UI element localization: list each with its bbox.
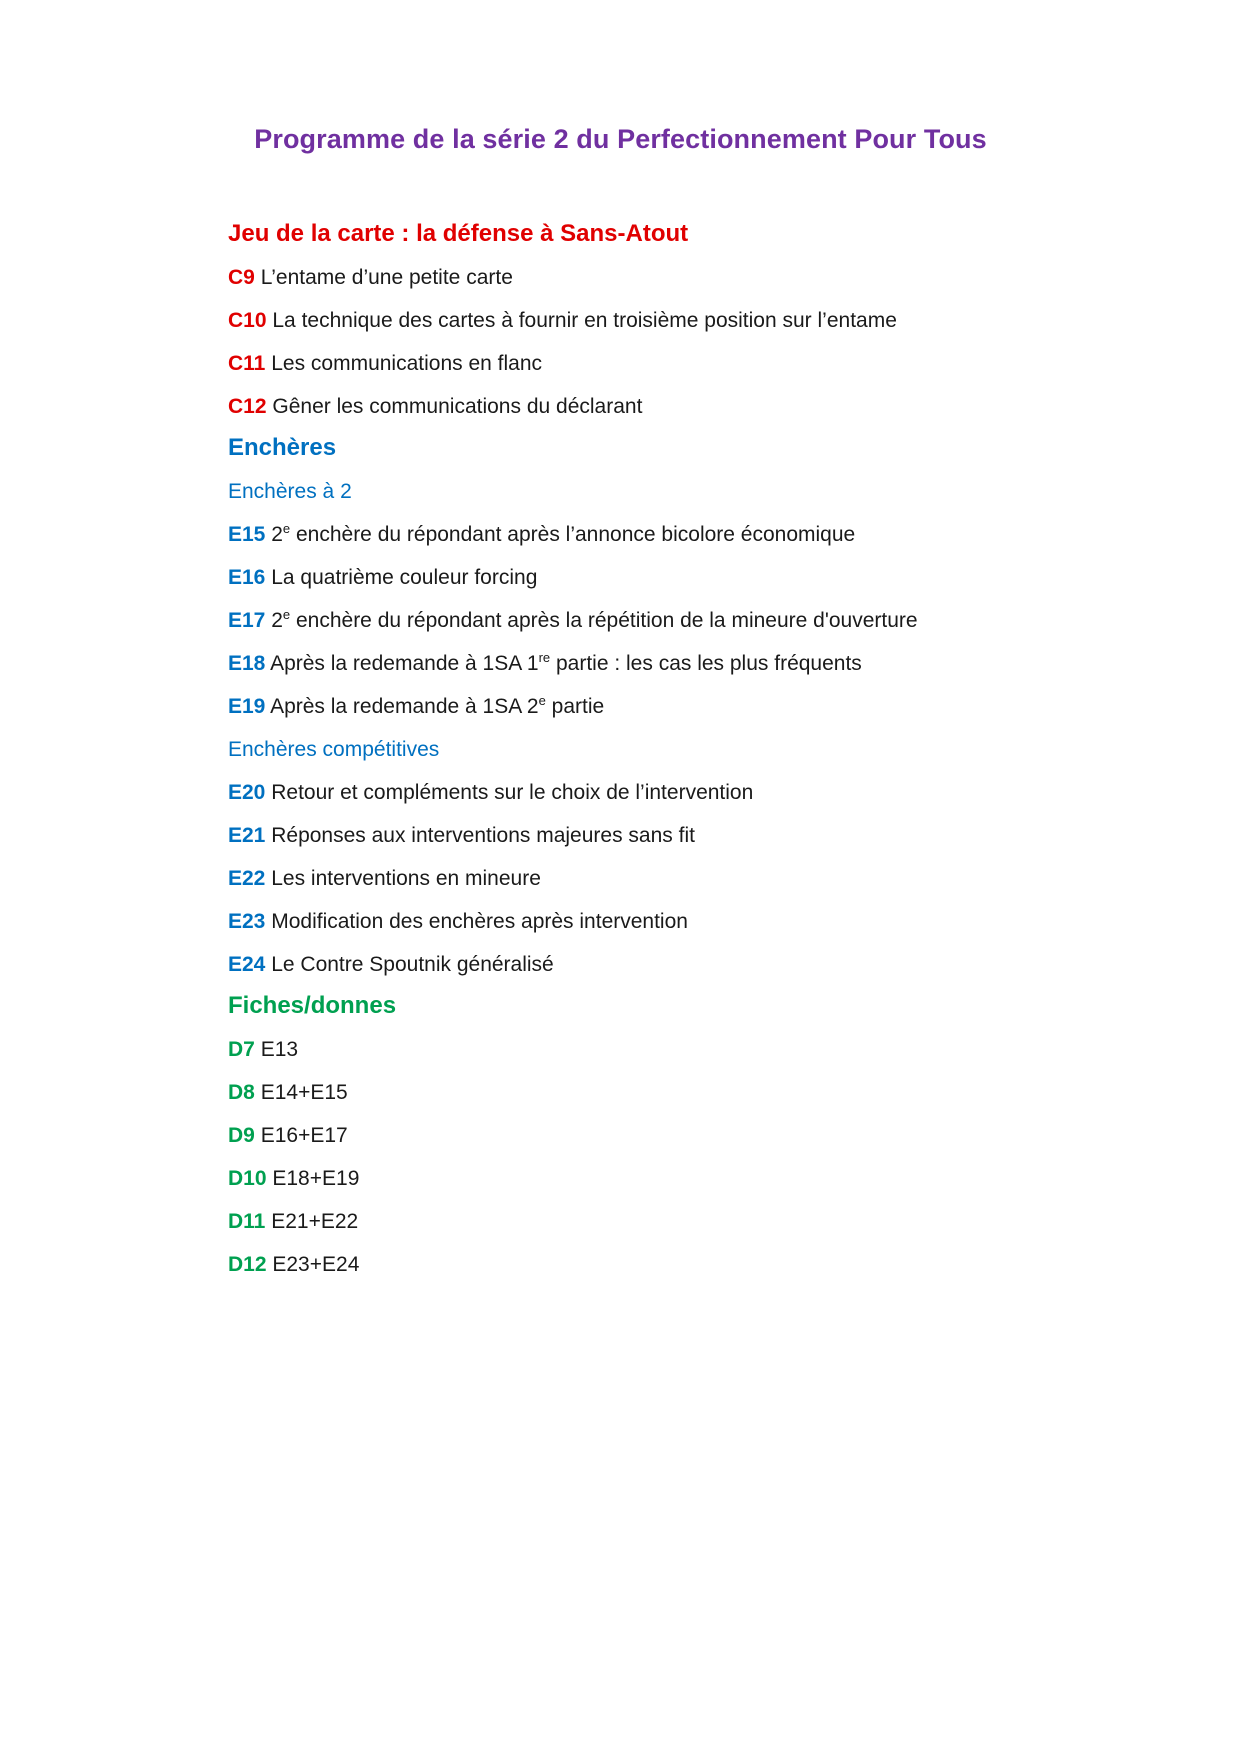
list-item (228, 1071, 1128, 1114)
item-text: E23+E24 (272, 1253, 360, 1276)
list-item (228, 900, 1128, 943)
list-item (228, 385, 1128, 428)
item-text: Après la redemande à 1SA 1re partie : les cas les plus fréquents (270, 650, 862, 675)
item-code: D11 (228, 1210, 266, 1233)
section-heading-card-play: Jeu de la carte : la défense à Sans-Atout (228, 220, 689, 247)
item-text: E16+E17 (260, 1124, 348, 1147)
item-text: Retour et compléments sur le choix de l’intervention (271, 781, 754, 804)
program-content (228, 218, 1128, 1286)
list-item (228, 513, 1128, 556)
item-text: E13 (260, 1038, 299, 1061)
item-code: C9 (228, 266, 255, 289)
item-code: E17 (228, 609, 266, 632)
item-text: E21+E22 (271, 1210, 359, 1233)
item-code: C10 (228, 309, 267, 332)
item-code: C11 (228, 352, 266, 375)
section-heading-bidding: Enchères (228, 434, 337, 461)
list-item (228, 599, 1128, 642)
item-text: Gêner les communications du déclarant (272, 395, 643, 418)
list-item (228, 814, 1128, 857)
item-code: E24 (228, 953, 266, 976)
item-code: E16 (228, 566, 266, 589)
list-item (228, 342, 1128, 385)
item-code: D8 (228, 1081, 255, 1104)
item-code: D10 (228, 1167, 267, 1190)
page-title: Programme de la série 2 du Perfectionnement Pour Tous (254, 124, 987, 154)
list-item (228, 943, 1128, 986)
item-code: E18 (228, 652, 266, 675)
list-item (228, 256, 1128, 299)
list-item (228, 1157, 1128, 1200)
item-code: C12 (228, 395, 267, 418)
list-item (228, 556, 1128, 599)
item-text: L’entame d’une petite carte (260, 266, 513, 289)
list-item (228, 1200, 1128, 1243)
list-item (228, 1114, 1128, 1157)
item-text: Le Contre Spoutnik généralisé (271, 953, 554, 976)
item-code: D9 (228, 1124, 255, 1147)
item-text: La technique des cartes à fournir en troisième position sur l’entame (272, 309, 897, 332)
list-item (228, 299, 1128, 342)
item-text: Réponses aux interventions majeures sans fit (271, 824, 695, 847)
item-code: D7 (228, 1038, 255, 1061)
item-code: D12 (228, 1253, 267, 1276)
item-text: Modification des enchères après intervention (271, 910, 688, 933)
item-code: E15 (228, 523, 266, 546)
item-code: E22 (228, 867, 266, 890)
item-code: E19 (228, 695, 266, 718)
item-text: 2e enchère du répondant après l’annonce bicolore économique (271, 521, 856, 546)
subsection-heading-two-level: Enchères à 2 (228, 480, 352, 503)
subsection-heading-competitive: Enchères compétitives (228, 738, 440, 761)
item-code: E20 (228, 781, 266, 804)
item-code: E23 (228, 910, 266, 933)
list-item (228, 685, 1128, 728)
item-text: 2e enchère du répondant après la répétition de la mineure d'ouverture (271, 607, 918, 632)
item-text: Les interventions en mineure (271, 867, 541, 890)
item-text: Les communications en flanc (271, 352, 543, 375)
list-item (228, 771, 1128, 814)
list-item (228, 642, 1128, 685)
item-code: E21 (228, 824, 266, 847)
item-text: E18+E19 (272, 1167, 360, 1190)
item-text: E14+E15 (260, 1081, 348, 1104)
section-heading-deals: Fiches/donnes (228, 992, 397, 1019)
item-text: Après la redemande à 1SA 2e partie (270, 693, 605, 718)
list-item (228, 857, 1128, 900)
list-item (228, 1243, 1128, 1286)
list-item (228, 1028, 1128, 1071)
item-text: La quatrième couleur forcing (271, 566, 538, 589)
